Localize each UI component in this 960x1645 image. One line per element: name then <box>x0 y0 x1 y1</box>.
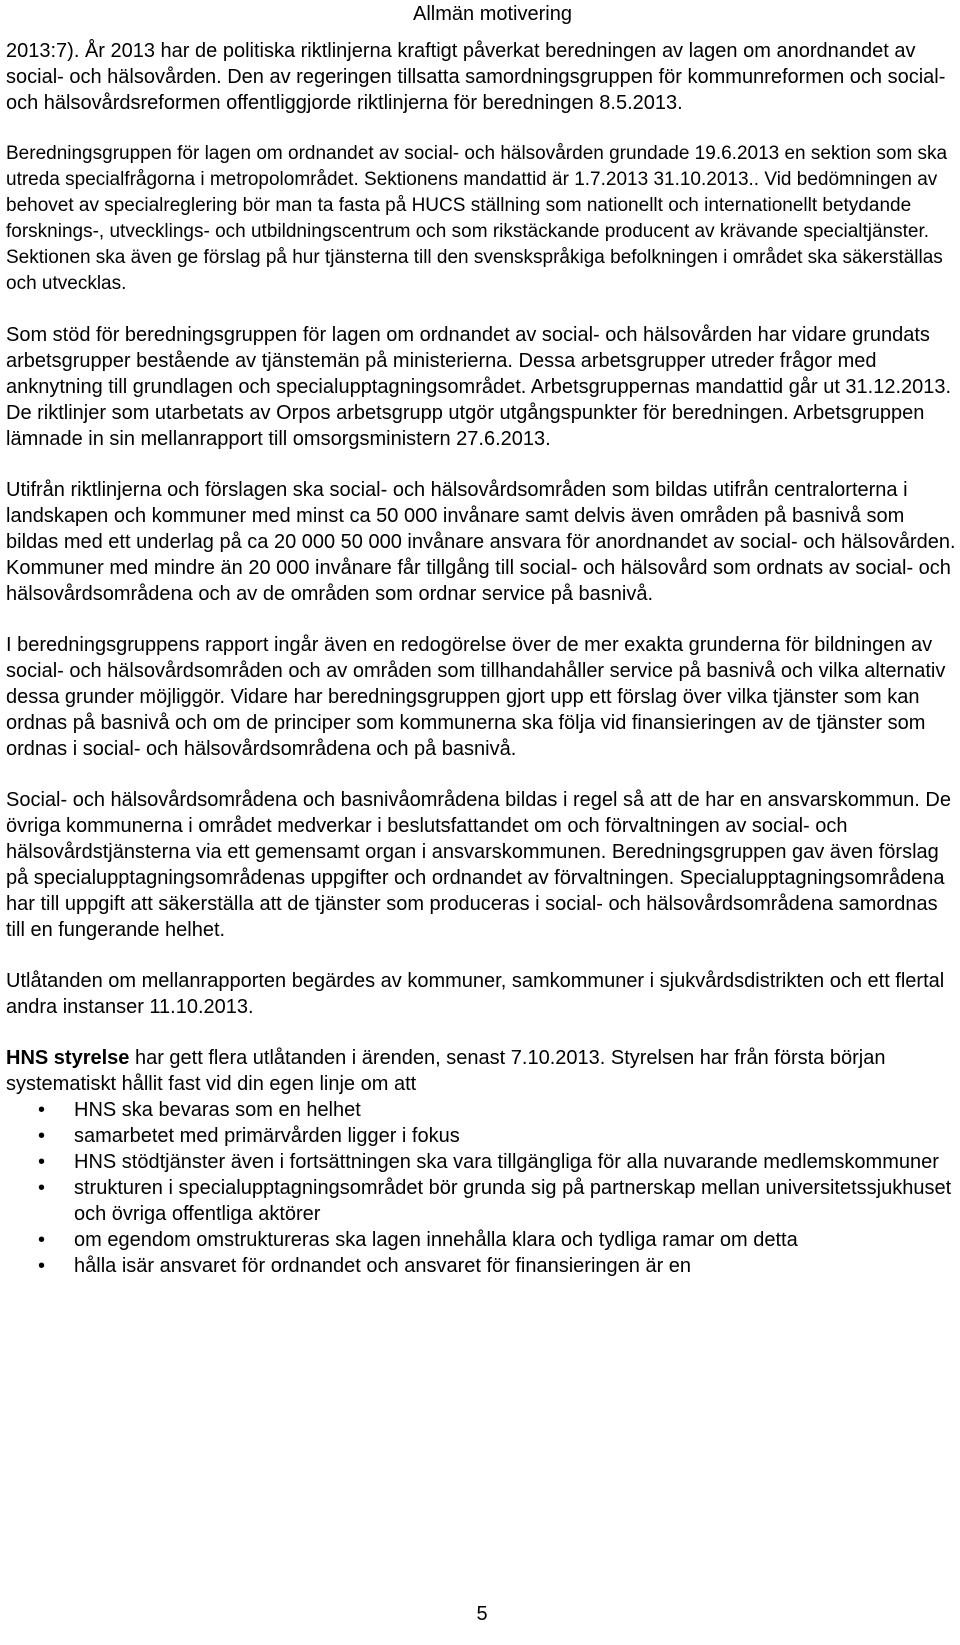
header-title: Allmän motivering <box>413 3 572 25</box>
page-number <box>0 1602 960 1626</box>
bullet-item: • HNS ska bevaras som en helhet <box>6 1097 956 1123</box>
paragraph-7: Utlåtanden om mellanrapporten begärdes av kommuner, samkommuner i sjukvårdsdistrikten och ett flertal andra instanser 11.10.2013. <box>6 970 945 1018</box>
bullet-item: • HNS stödtjänster även i fortsättningen ska vara tillgängliga för alla nuvarande medlemskommuner <box>6 1149 956 1175</box>
paragraph-2: Beredningsgruppen för lagen om ordnandet av social- och hälsovården grundade 19.6.2013 en sektion som ska utreda specialfrågorna i metropolområdet. Sektionens mandattid är 1.7.2013 31.10.2013.. Vid bedömningen av behovet av specialreglering bör man ta fasta på HUCS ställning som nationellt och internationellt betydande forsknings-, utvecklings- och utbildningscentrum och som rikstäckande producent av krävande specialtjänster. Sektionen ska även ge förslag på hur tjänsterna till den svenskspråkiga befolkningen i området ska säkerställas och utvecklas. <box>6 143 948 294</box>
bullet-item: • strukturen i specialupptagningsområdet bör grunda sig på partnerskap mellan universitetssjukhuset och övriga offentliga aktörer <box>6 1175 956 1227</box>
paragraph-5: I beredningsgruppens rapport ingår även en redogörelse över de mer exakta grunderna för bildningen av social- och hälsovårdsområden och av områden som tillhandahåller service på basnivå och vilka alternativ dessa grunder möjliggör. Vidare har beredningsgruppen gjort upp ett förslag över vilka tjänster som kan ordnas på basnivå och om de principer som kommunerna ska följa vid finansieringen av de tjänster som ordnas i social- och hälsovårdsområdena och på basnivå. <box>6 634 946 760</box>
paragraph-8-text: har gett flera utlåtanden i ärenden, senast 7.10.2013. Styrelsen har från första början systematiskt hållit fast vid din egen linje om att <box>6 1047 886 1095</box>
bullet-item: • samarbetet med primärvården ligger i fokus <box>6 1123 956 1149</box>
paragraph-4: Utifrån riktlinjerna och förslagen ska social- och hälsovårdsområden som bildas utifrån centralorterna i landskapen och kommuner med minst ca 50 000 invånare samt delvis även områden på basnivå som bildas med ett underlag på ca 20 000 50 000 invånare ansvara för anordnandet av social- och hälsovården. Kommuner med mindre än 20 000 invånare får tillgång till social- och hälsovård som ordnats av social- och hälsovårdsområdena och av de områden som ordnar service på basnivå. <box>6 479 956 605</box>
bullet-list <box>6 1097 956 1279</box>
hns-styrelse-label: HNS styrelse <box>6 1047 130 1069</box>
paragraph-1: 2013:7). År 2013 har de politiska riktlinjerna kraftigt påverkat beredningen av lagen om anordnandet av social- och hälsovården. Den av regeringen tillsatta samordningsgruppen för kommunreformen och social- och hälsovårdsreformen offentliggjorde riktlinjerna för beredningen 8.5.2013. <box>6 40 946 114</box>
paragraph-8 <box>6 1045 956 1097</box>
paragraph-6: Social- och hälsovårdsområdena och basnivåområdena bildas i regel så att de har en ansvarskommun. De övriga kommunerna i området medverkar i beslutsfattandet om och förvaltningen av social- och hälsovårdstjänsterna via ett gemensamt organ i ansvarskommunen. Beredningsgruppen gav även förslag på specialupptagningsområdenas uppgifter och ordnandet av förvaltningen. Specialupptagningsområdena har till uppgift att säkerställa att de tjänster som produceras i social- och hälsovårdsområdena samordnas till en fungerande helhet. <box>6 789 951 941</box>
page-number-text: 5 <box>476 1603 488 1625</box>
paragraph-3: Som stöd för beredningsgruppen för lagen om ordnandet av social- och hälsovården har vidare grundats arbetsgrupper bestående av tjänstemän på ministerierna. Dessa arbetsgrupper utreder frågor med anknytning till grundlagen och specialupptagningsområdet. Arbetsgruppernas mandattid går ut 31.12.2013. De riktlinjer som utarbetats av Orpos arbetsgrupp utgör utgångspunkter för beredningen. Arbetsgruppen lämnade in sin mellanrapport till omsorgsministern 27.6.2013. <box>6 324 952 450</box>
document-body <box>6 38 956 1279</box>
page-header <box>0 2 960 26</box>
bullet-item: • hålla isär ansvaret för ordnandet och ansvaret för finansieringen är en <box>6 1253 956 1279</box>
bullet-item: • om egendom omstruktureras ska lagen innehålla klara och tydliga ramar om detta <box>6 1227 956 1253</box>
